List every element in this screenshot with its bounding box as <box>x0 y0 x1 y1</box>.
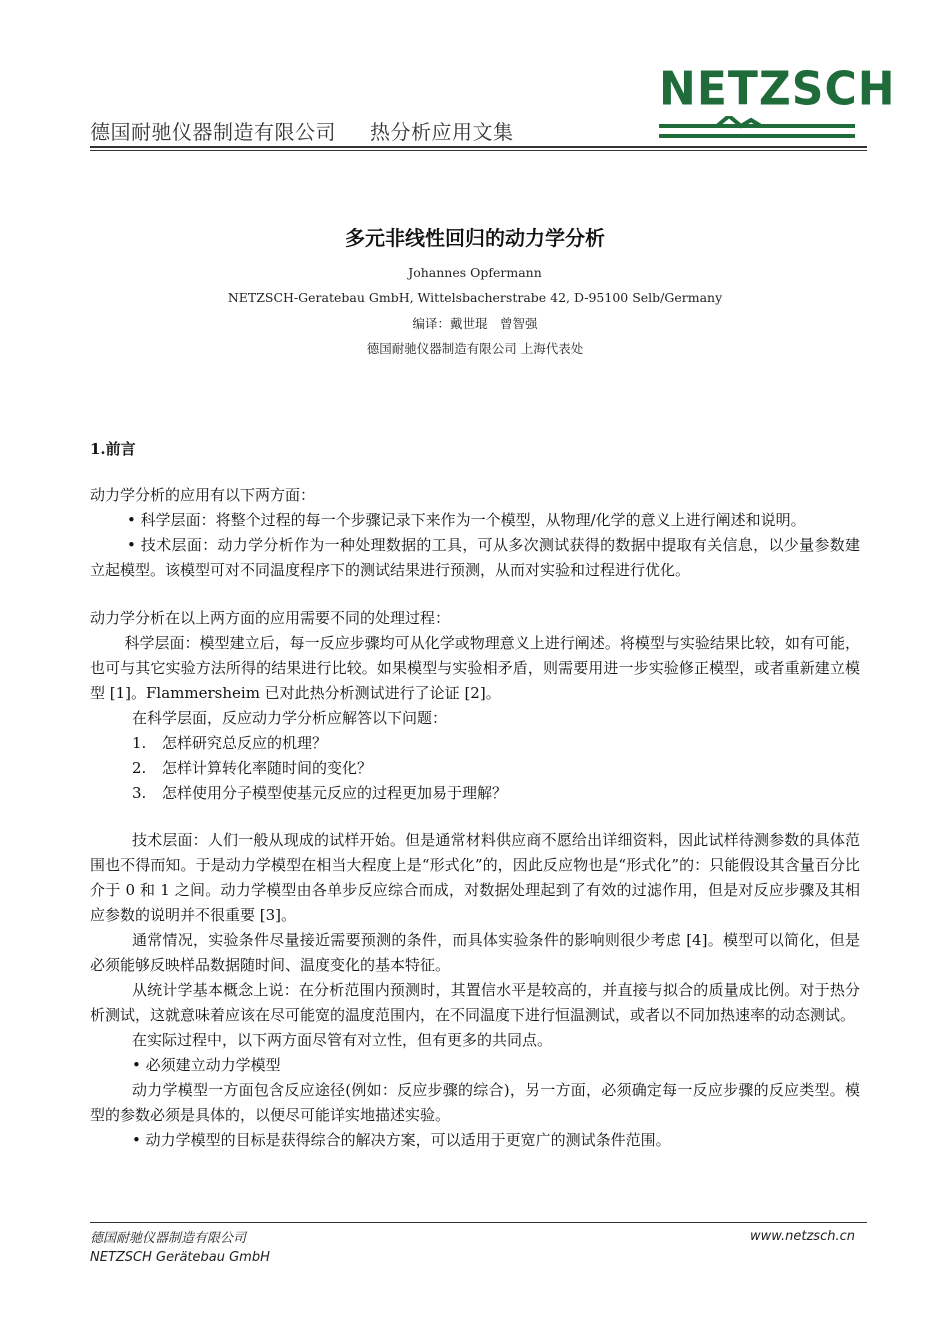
tech-paragraph: 技术层面：人们一般从现成的试样开始。但是通常材料供应商不愿给出详细资料，因此试样待测参数的具体范围也不得而知。于是动力学模型在相当大程度上是“形式化”的，因此反应物也是“形式化”的：只能假设其含量百分比介于 0 和 1 之间。动力学模型由各单步反应综合而成，对数据处理起到了有效的过滤作用，但是对反应步骤及其相应参数的说明并不很重要 [3]。 <box>90 831 860 924</box>
intro-paragraph: 动力学分析的应用有以下两方面： <box>90 486 316 504</box>
page-header <box>90 60 896 152</box>
list-item: 2. 怎样计算转化率随时间的变化？ <box>132 759 373 777</box>
author: Johannes Opfermann <box>408 265 542 280</box>
footer-company-en: NETZSCH Gerätebau GmbH <box>90 1250 270 1265</box>
body-block-science <box>90 606 860 806</box>
process-paragraph: 动力学分析在以上两方面的应用需要不同的处理过程： <box>90 609 451 627</box>
section-heading: 1.前言 <box>90 440 136 458</box>
logo-wave-icon <box>659 116 855 144</box>
logo-wordmark: NETZSCH <box>659 62 896 117</box>
header-collection: 热分析应用文集 <box>370 120 514 144</box>
list-item: 3. 怎样使用分子模型使基元反应的过程更加易于理解？ <box>132 784 508 802</box>
header-rule-thin <box>90 150 867 151</box>
practice-paragraph: 在实际过程中，以下两方面尽管有对立性，但有更多的共同点。 <box>132 1031 553 1049</box>
statistics-paragraph: 从统计学基本概念上说：在分析范围内预测时，其置信水平是较高的，并直接与拟合的质量成比例。对于热分析测试，这就意味着应该在尽可能宽的温度范围内，在不同温度下进行恒温测试，或者以不同加热速率的动态测试。 <box>90 981 860 1024</box>
body-block-intro <box>90 483 860 583</box>
netzsch-logo <box>659 62 896 144</box>
list-item: 1. 怎样研究总反应的机理？ <box>132 734 328 752</box>
office: 德国耐驰仪器制造有限公司 上海代表处 <box>366 341 584 356</box>
header-company: 德国耐驰仪器制造有限公司 <box>90 120 336 144</box>
header-text <box>90 116 514 145</box>
science-paragraph: 科学层面：模型建立后，每一反应步骤均可从化学或物理意义上进行阐述。将模型与实验结果比较，如有可能，也可与其它实验方法所得的结果进行比较。如果模型与实验相矛盾，则需要用进一步实验修正模型，或者重新建立模型 [1]。Flammersheim 已对此热分析测试进行了论证 [2]。 <box>90 634 860 702</box>
usual-paragraph: 通常情况，实验条件尽量接近需要预测的条件，而具体实验条件的影响则很少考虑 [4]。模型可以简化，但是必须能够反映样品数据随时间、温度变化的基本特征。 <box>90 931 860 974</box>
header-rule <box>90 146 867 148</box>
article-title: 多元非线性回归的动力学分析 <box>345 226 605 250</box>
footer-company-cn: 德国耐驰仪器制造有限公司 <box>90 1231 247 1246</box>
bullet-goal: • 动力学模型的目标是获得综合的解决方案，可以适用于更宽广的测试条件范围。 <box>132 1131 671 1149</box>
model-paragraph: 动力学模型一方面包含反应途径(例如：反应步骤的综合)，另一方面，必须确定每一反应步骤的反应类型。模型的参数必须是具体的，以便尽可能详实地描述实验。 <box>90 1081 860 1124</box>
bullet-science: • 科学层面：将整个过程的每一个步骤记录下来作为一个模型，从物理/化学的意义上进行阐述和说明。 <box>127 511 806 529</box>
body-block-tech <box>90 828 860 1153</box>
questions-intro: 在科学层面，反应动力学分析应解答以下问题： <box>132 709 448 727</box>
affiliation: NETZSCH-Geratebau GmbH, Wittelsbacherstrabe 42, D-95100 Selb/Germany <box>227 290 723 305</box>
bullet-tech: • 技术层面：动力学分析作为一种处理数据的工具，可从多次测试获得的数据中提取有关信息，以少量参数建立起模型。该模型可对不同温度程序下的测试结果进行预测，从而对实验和过程进行优化。 <box>90 536 860 579</box>
footer-rule <box>90 1222 867 1223</box>
footer-company <box>90 1229 270 1267</box>
footer-website-link[interactable]: www.netzsch.cn <box>749 1229 855 1244</box>
bullet-model: • 必须建立动力学模型 <box>132 1056 281 1074</box>
translators: 编译：戴世琨 曾智强 <box>412 316 538 331</box>
